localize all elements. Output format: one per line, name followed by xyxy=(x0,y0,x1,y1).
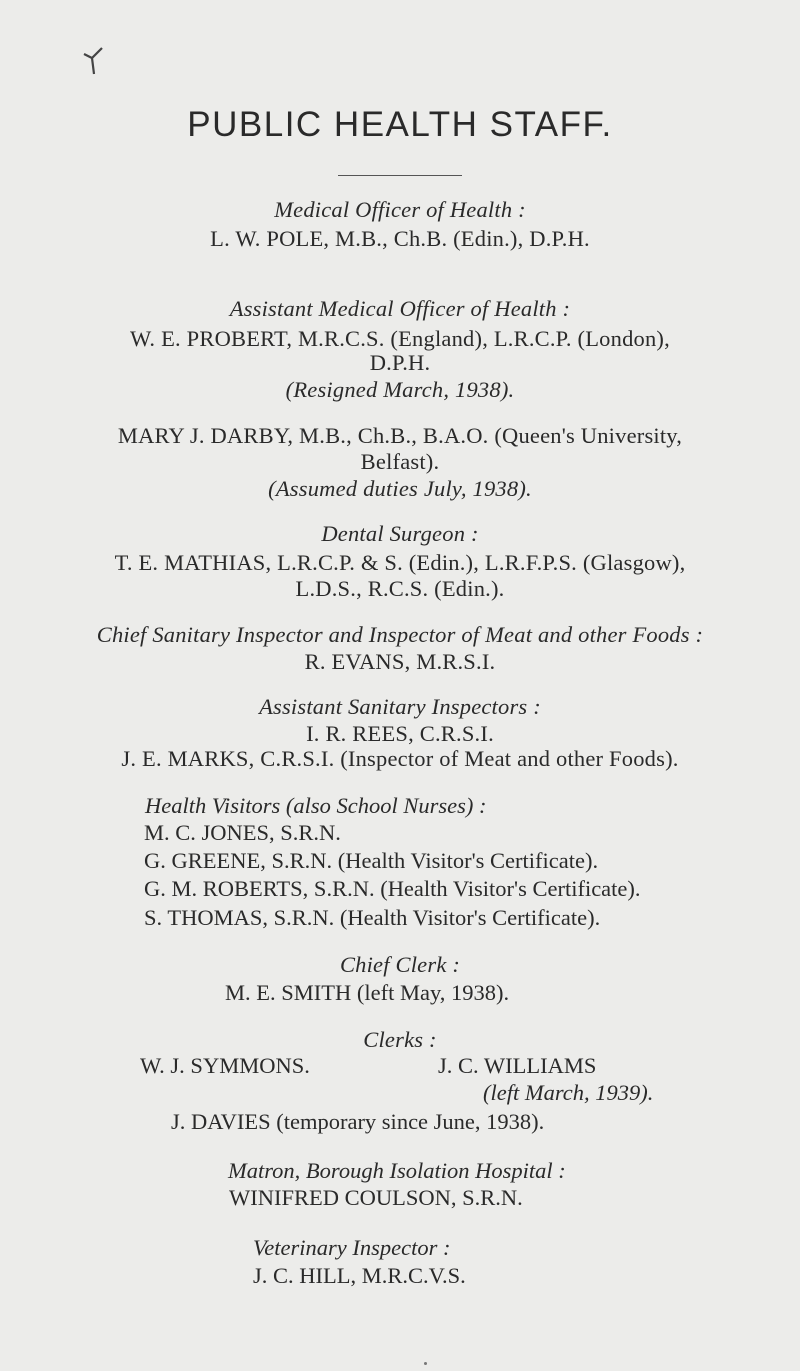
vet-heading: Veterinary Inspector : xyxy=(253,1235,451,1260)
chief-sanitary-name: R. EVANS, M.R.S.I. xyxy=(304,649,496,674)
amoh-note-1: (Resigned March, 1938). xyxy=(285,377,515,402)
health-visitor-1: M. C. JONES, S.R.N. xyxy=(144,820,341,845)
assistant-sanitary-name-2: J. E. MARKS, C.R.S.I. (Inspector of Meat and other Foods). xyxy=(121,746,679,771)
dental-name-continued: L.D.S., R.C.S. (Edin.). xyxy=(295,576,505,601)
matron-name: WINIFRED COULSON, S.R.N. xyxy=(229,1185,523,1210)
dental-heading: Dental Surgeon : xyxy=(321,521,479,546)
dental-name: T. E. MATHIAS, L.R.C.P. & S. (Edin.), L.R.F.P.S. (Glasgow), xyxy=(114,550,686,575)
vet-name: J. C. HILL, M.R.C.V.S. xyxy=(253,1263,466,1288)
page-speck xyxy=(424,1362,427,1365)
amoh-name-2-continued: Belfast). xyxy=(360,449,440,474)
moh-heading: Medical Officer of Health : xyxy=(274,197,526,222)
health-visitor-2: G. GREENE, S.R.N. (Health Visitor's Certificate). xyxy=(144,848,599,873)
health-visitor-4: S. THOMAS, S.R.N. (Health Visitor's Certificate). xyxy=(144,905,601,930)
page-title: PUBLIC HEALTH STAFF. xyxy=(187,105,613,144)
amoh-heading: Assistant Medical Officer of Health : xyxy=(229,296,571,321)
assistant-sanitary-name-1: I. R. REES, C.R.S.I. xyxy=(306,721,494,746)
clerks-heading: Clerks : xyxy=(363,1027,437,1052)
amoh-note-2: (Assumed duties July, 1938). xyxy=(268,476,532,501)
amoh-name-2: MARY J. DARBY, M.B., Ch.B., B.A.O. (Queen's University, xyxy=(117,423,683,448)
pen-mark-icon xyxy=(82,46,106,76)
chief-sanitary-heading: Chief Sanitary Inspector and Inspector of Meat and other Foods : xyxy=(96,622,704,647)
moh-name: L. W. POLE, M.B., Ch.B. (Edin.), D.P.H. xyxy=(210,226,590,251)
health-visitors-heading: Health Visitors (also School Nurses) : xyxy=(145,793,487,818)
clerk-2-note: (left March, 1939). xyxy=(483,1080,654,1105)
clerk-2: J. C. WILLIAMS xyxy=(438,1053,597,1078)
health-visitor-3: G. M. ROBERTS, S.R.N. (Health Visitor's Certificate). xyxy=(144,876,641,901)
assistant-sanitary-heading: Assistant Sanitary Inspectors : xyxy=(259,694,541,719)
clerk-3: J. DAVIES (temporary since June, 1938). xyxy=(171,1109,545,1134)
chief-clerk-heading: Chief Clerk : xyxy=(339,952,461,977)
amoh-name-1-continued: D.P.H. xyxy=(369,350,431,375)
title-divider xyxy=(338,175,462,176)
clerk-1: W. J. SYMMONS. xyxy=(140,1053,310,1078)
chief-clerk-name: M. E. SMITH (left May, 1938). xyxy=(225,980,510,1005)
matron-heading: Matron, Borough Isolation Hospital : xyxy=(228,1158,566,1183)
amoh-name-1: W. E. PROBERT, M.R.C.S. (England), L.R.C.P. (London), xyxy=(130,326,670,351)
